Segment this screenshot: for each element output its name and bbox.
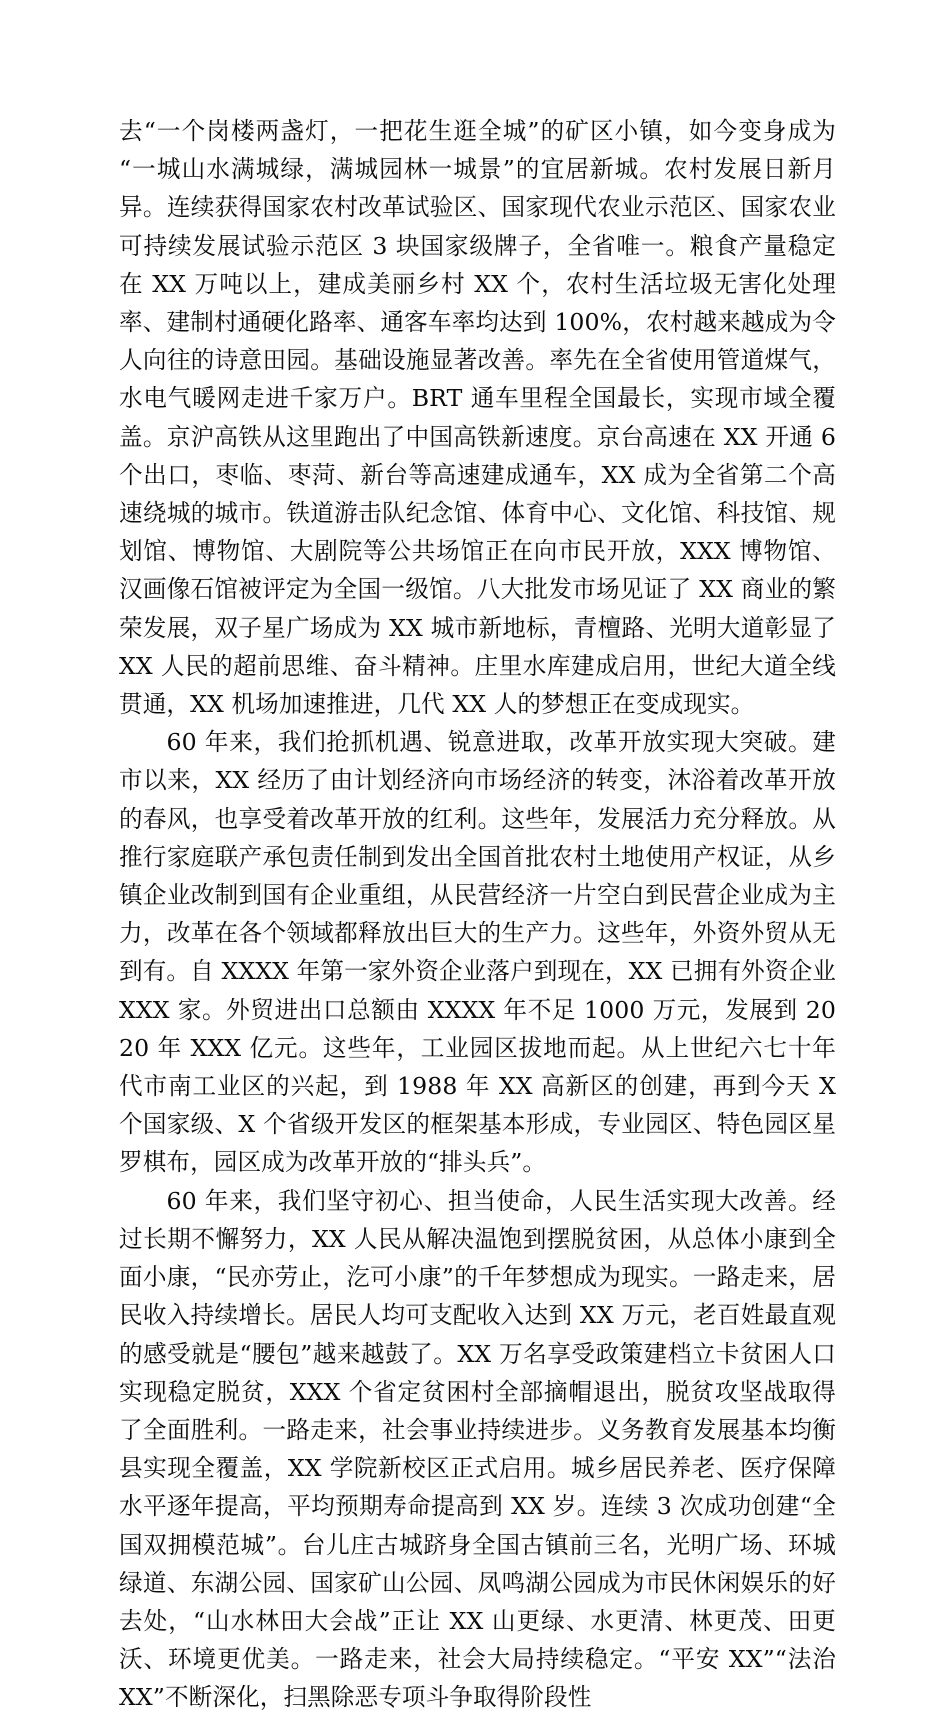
body-paragraph-urban-rural-development: 去“一个岗楼两盏灯，一把花生逛全城”的矿区小镇，如今变身成为“一城山水满城绿，满城园林一城景”的宜居新城。农村发展日新月异。连续获得国家农村改革试验区、国家现代农业示范区、国家农业可持续发展试验示范区 3 块国家级牌子，全省唯一。粮食产量稳定在 XX 万吨以上，建成美丽乡村 XX 个，农村生活垃圾无害化处理率、建制村通硬化路率、通客车率均达到 100%，农村越来越成为令人向往的诗意田园。基础设施显著改善。率先在全省使用管道煤气，水电气暖网走进千家万户。BRT 通车里程全国最长，实现市域全覆盖。京沪高铁从这里跑出了中国高铁新速度。京台高速在 XX 开通 6 个出口，枣临、枣菏、新台等高速建成通车，XX 成为全省第二个高速绕城的城市。铁道游击队纪念馆、体育中心、文化馆、科技馆、规划馆、博物馆、大剧院等公共场馆正在向市民开放，XXX 博物馆、汉画像石馆被评定为全国一级馆。八大批发市场见证了 XX 商业的繁荣发展，双子星广场成为 XX 城市新地标，青檀路、光明大道彰显了 XX 人民的超前思维、奋斗精神。庄里水库建成启用，世纪大道全线贯通，XX 机场加速推进，几代 XX 人的梦想正在变成现实。 [119, 117, 836, 719]
body-paragraph-reform-and-opening-breakthrough: 60 年来，我们抢抓机遇、锐意进取，改革开放实现大突破。建市以来，XX 经历了由计划经济向市场经济的转变，沐浴着改革开放的春风，也享受着改革开放的红利。这些年，发展活力充分释放。从推行家庭联产承包责任制到发出全国首批农村土地使用产权证，从乡镇企业改制到国有企业重组，从民营经济一片空白到民营企业成为主力，改革在各个领域都释放出巨大的生产力。这些年，外资外贸从无到有。自 XXXX 年第一家外资企业落户到现在，XX 已拥有外资企业 XXX 家。外贸进出口总额由 XXXX 年不足 1000 万元，发展到 2020 年 XXX 亿元。这些年，工业园区拔地而起。从上世纪六七十年代市南工业区的兴起，到 1988 年 XX 高新区的创建，再到今天 X 个国家级、X 个省级开发区的框架基本形成，专业园区、特色园区星罗棋布，园区成为改革开放的“排头兵”。 [119, 728, 836, 1177]
body-paragraph-peoples-livelihood-improvement: 60 年来，我们坚守初心、担当使命，人民生活实现大改善。经过长期不懈努力，XX 人民从解决温饱到摆脱贫困，从总体小康到全面小康，“民亦劳止，汔可小康”的千年梦想成为现实。一路走来，居民收入持续增长。居民人均可支配收入达到 XX 万元，老百姓最直观的感受就是“腰包”越来越鼓了。XX 万名享受政策建档立卡贫困人口实现稳定脱贫，XXX 个省定贫困村全部摘帽退出，脱贫攻坚战取得了全面胜利。一路走来，社会事业持续进步。义务教育发展基本均衡县实现全覆盖，XX 学院新校区正式启用。城乡居民养老、医疗保障水平逐年提高，平均预期寿命提高到 XX 岁。连续 3 次成功创建“全国双拥模范城”。台儿庄古城跻身全国古镇前三名，光明广场、环城绿道、东湖公园、国家矿山公园、凤鸣湖公园成为市民休闲娱乐的好去处，“山水林田大会战”正让 XX 山更绿、水更清、林更茂、田更沃、环境更优美。一路走来，社会大局持续稳定。“平安 XX”“法治 XX”不断深化，扫黑除恶专项斗争取得阶段性 [119, 1186, 836, 1712]
document-text-column [119, 112, 836, 1717]
